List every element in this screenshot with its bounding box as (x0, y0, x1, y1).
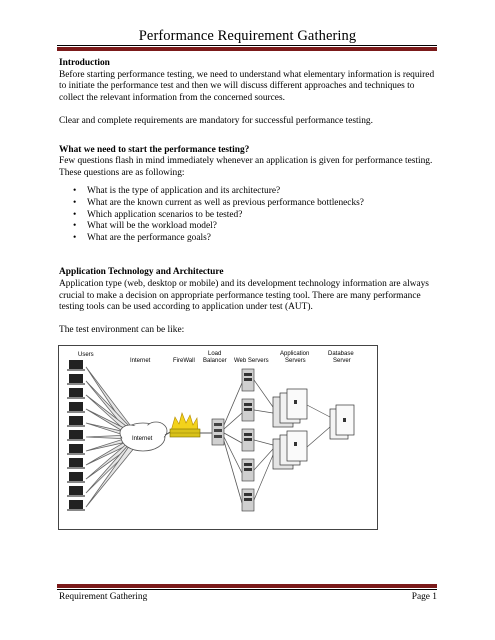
label-load: Load (208, 351, 222, 357)
test-environment-diagram (58, 345, 378, 530)
label-database: Database (328, 351, 354, 357)
laptop-icon (67, 374, 85, 385)
page-number: Page 1 (411, 592, 437, 602)
server-icon (242, 369, 254, 391)
laptop-icon (67, 416, 85, 427)
label-web-servers: Web Servers (234, 358, 269, 364)
label-balancer: Balancer (203, 358, 227, 364)
laptop-icon (67, 486, 85, 497)
intro-heading: Introduction (59, 58, 110, 68)
label-server: Server (333, 358, 351, 364)
laptop-icon (67, 430, 85, 441)
server-icon (242, 429, 254, 451)
database-server-icon (330, 405, 354, 439)
label-application: Application (280, 351, 310, 357)
label-servers: Servers (285, 358, 306, 364)
list-item: • What will be the workload model? (73, 221, 217, 232)
architecture-paragraph-2: The test environment can be like: (59, 325, 185, 336)
web-servers-group (242, 369, 254, 511)
label-users: Users (78, 352, 94, 358)
intro-paragraph: Before starting performance testing, we need to understand what elementary information is required to initiate the performance test and then we will discuss different approaches and techniques to collect the relevant information from the concerned sources. (59, 69, 435, 103)
page-title: Performance Requirement Gathering (138, 28, 357, 44)
server-icon (242, 399, 254, 421)
cloud-label: Internet (132, 436, 153, 442)
architecture-heading: Application Technology and Architecture (59, 267, 224, 278)
list-item: • Which application scenarios to be tested? (73, 209, 243, 220)
intro-paragraph-2: Clear and complete requirements are mandatory for successful performance testing. (59, 115, 373, 126)
document-body (59, 58, 439, 337)
footer-label: Requirement Gathering (59, 592, 148, 602)
server-icon (242, 459, 254, 481)
server-icon (242, 489, 254, 511)
header-rule-accent (57, 47, 437, 51)
footer-rule-accent (57, 584, 437, 588)
label-internet: Internet (130, 358, 151, 364)
start-heading: What we need to start the performance testing? (59, 144, 250, 155)
laptop-icon (67, 360, 85, 371)
header-rule (57, 45, 437, 46)
list-item: • What are the performance goals? (73, 232, 211, 243)
list-item: • What is the type of application and its architecture? (73, 186, 281, 197)
laptop-icon (67, 500, 85, 511)
laptop-icon (67, 472, 85, 483)
label-firewall: FireWall (173, 358, 195, 364)
laptop-icon (67, 388, 85, 399)
laptop-icon (67, 402, 85, 413)
start-paragraph: Few questions flash in mind immediately whenever an application is given for performance testing. These questions are as following: (59, 156, 433, 178)
users-group (67, 360, 85, 511)
footer-rule (57, 589, 437, 590)
load-balancer-icon (212, 419, 224, 445)
list-item: • What are the known current as well as previous performance bottlenecks? (73, 197, 364, 208)
laptop-icon (67, 444, 85, 455)
laptop-icon (67, 458, 85, 469)
architecture-paragraph: Application type (web, desktop or mobile) and its development technology information are always crucial to make a decision on appropriate performance testing tool. There are many performance testing tools can be used according to application under test (AUT). (59, 278, 429, 313)
questions-list (59, 186, 439, 244)
